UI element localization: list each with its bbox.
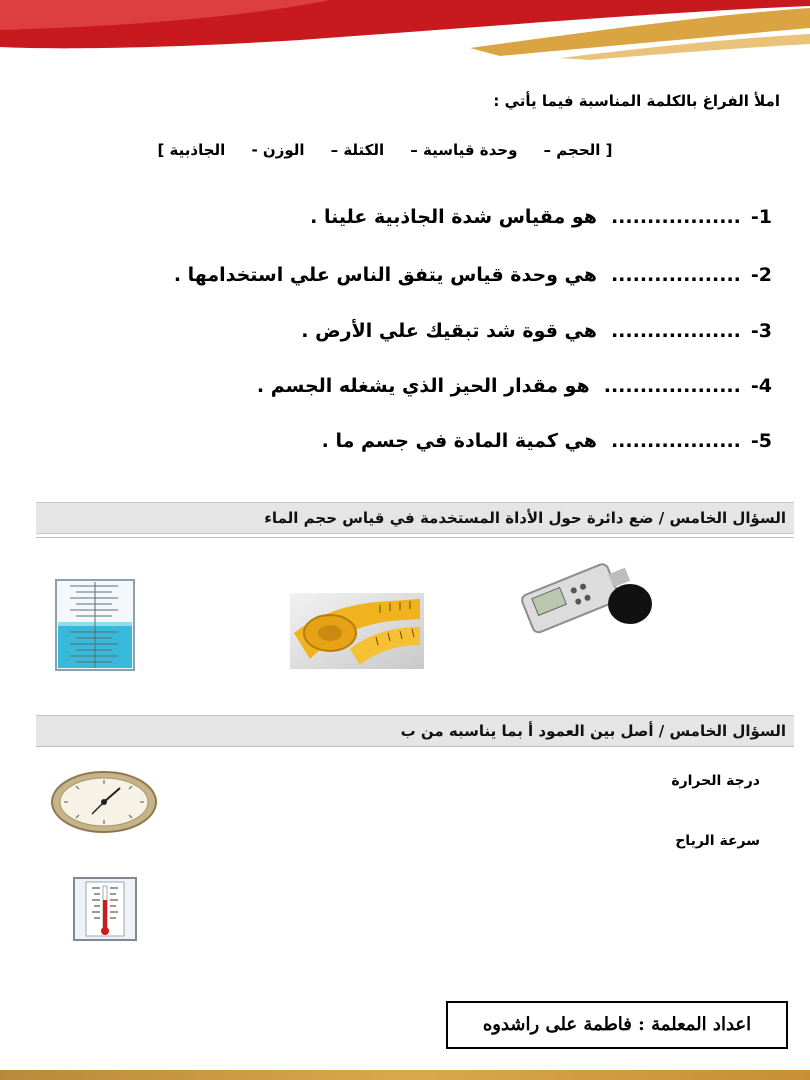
teacher-signature: اعداد المعلمة : فاطمة على راشدوه xyxy=(446,1001,788,1049)
question-text: هي قوة شد تبقيك علي الأرض . xyxy=(301,320,597,342)
answer-blank[interactable]: .................. xyxy=(610,264,741,286)
match-term-wind-speed[interactable]: سرعة الرياح xyxy=(675,833,760,849)
answer-blank[interactable]: .................. xyxy=(610,206,741,228)
question-number: 5- xyxy=(750,430,772,452)
question-3 xyxy=(172,320,772,342)
divider xyxy=(36,746,794,747)
question-text: هو مقدار الحيز الذي يشغله الجسم . xyxy=(256,375,590,397)
question-number: 2- xyxy=(750,264,772,286)
question-2 xyxy=(172,264,772,286)
question-text: هي وحدة قياس يتفق الناس علي استخدامها . xyxy=(173,264,597,286)
question-text: هي كمية المادة في جسم ما . xyxy=(321,430,597,452)
section-circle-title: السؤال الخامس / ضع دائرة حول الأداة المستخدمة في قياس حجم الماء xyxy=(36,502,794,534)
question-number: 3- xyxy=(750,320,772,342)
graduated-cylinder-icon[interactable] xyxy=(40,576,150,674)
divider xyxy=(36,537,794,538)
section-match-title: السؤال الخامس / أصل بين العمود أ بما يناسبه من ب xyxy=(36,715,794,747)
question-1 xyxy=(172,206,772,228)
sound-level-meter-icon[interactable] xyxy=(506,546,656,634)
answer-blank[interactable]: .................. xyxy=(610,430,741,452)
answer-blank[interactable]: .................. xyxy=(610,320,741,342)
question-number: 1- xyxy=(750,206,772,228)
question-text: هو مقياس شدة الجاذبية علينا . xyxy=(310,206,597,228)
question-number: 4- xyxy=(750,375,772,397)
thermometer-icon[interactable] xyxy=(72,876,138,942)
header-swoosh xyxy=(0,0,810,70)
barometer-icon[interactable] xyxy=(50,770,158,834)
question-4 xyxy=(172,375,772,397)
word-bank: [ الحجم – وحدة قياسية – الكتلة – الوزن - الجاذبية ] xyxy=(157,141,613,159)
instruction-text: املأ الفراغ بالكلمة المناسبة فيما يأتي : xyxy=(493,92,780,110)
answer-blank[interactable]: ................... xyxy=(603,375,741,397)
measuring-tape-icon[interactable] xyxy=(290,593,424,669)
match-term-temperature[interactable]: درجة الحرارة xyxy=(671,773,760,789)
footer-bar xyxy=(0,1070,810,1080)
question-5 xyxy=(172,430,772,452)
